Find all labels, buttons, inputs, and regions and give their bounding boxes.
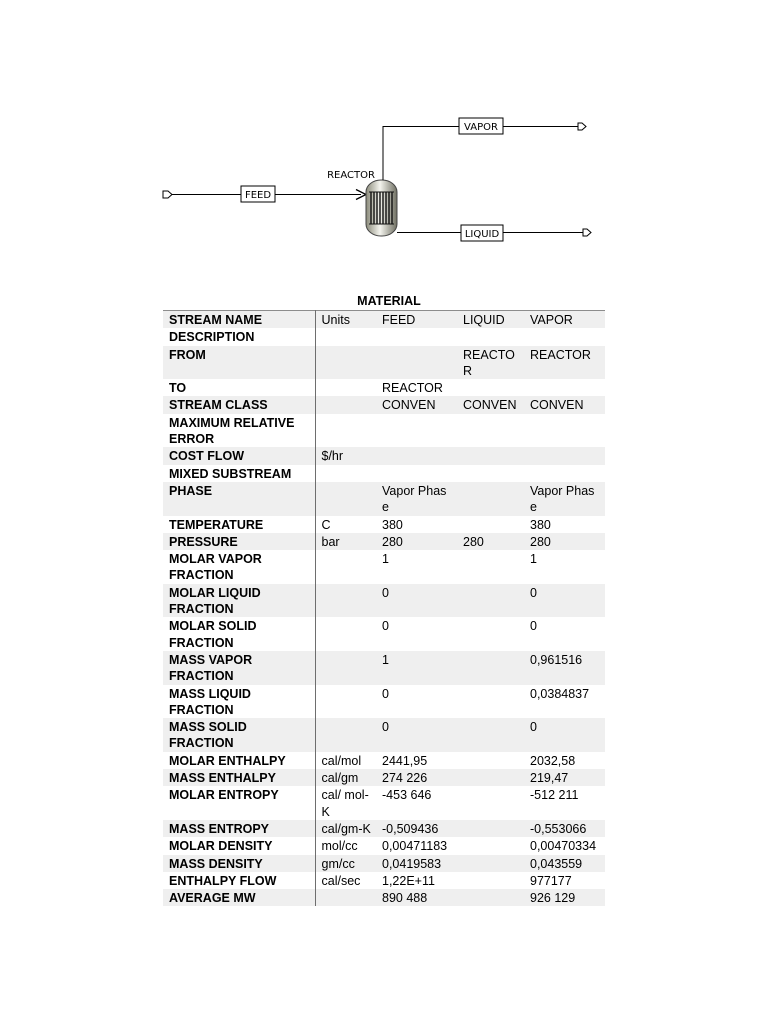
table-row: [163, 617, 605, 651]
liquid-value: [457, 550, 524, 584]
feed-value: 280: [376, 533, 457, 550]
vapor-value: [524, 328, 605, 345]
property-name: MAXIMUM RELATIVE ERROR: [169, 415, 295, 447]
liquid-value: [457, 465, 524, 482]
feed-inlet-arrow-icon: [163, 191, 172, 198]
property-name: MOLAR DENSITY: [169, 839, 273, 854]
table-row: [163, 533, 605, 550]
feed-value: 2441,95: [382, 753, 428, 768]
feed-value: 0: [376, 718, 457, 752]
header-vapor: VAPOR: [524, 311, 605, 329]
feed-value: CONVEN: [376, 396, 457, 413]
table-row: [163, 379, 605, 396]
table-row: [163, 872, 605, 889]
material-stream-table-section: [163, 290, 605, 906]
feed-value: 0: [382, 686, 389, 701]
units: [315, 414, 376, 448]
table-header-row: [163, 311, 605, 329]
table-row: [163, 346, 605, 380]
header-units: Units: [315, 311, 376, 329]
units: [315, 550, 376, 584]
liquid-value: [457, 820, 524, 837]
units: [315, 718, 376, 752]
property-name: MOLAR SOLID FRACTION: [169, 619, 257, 650]
feed-value: -0,509436: [376, 820, 457, 837]
vapor-value: 0: [524, 584, 605, 618]
liquid-value: [457, 379, 524, 396]
units: [315, 346, 376, 380]
process-flowsheet: [0, 0, 768, 290]
units: cal/gm-K: [315, 820, 376, 837]
vapor-outlet-arrow-icon: [578, 123, 586, 130]
units: [315, 889, 376, 906]
property-name: TEMPERATURE: [169, 517, 264, 532]
table-row: [163, 465, 605, 482]
table-row: [163, 516, 605, 533]
feed-value: [376, 346, 457, 380]
liquid-value: [457, 786, 524, 820]
vapor-value: Vapor Phase: [524, 482, 605, 516]
feed-value: 0,00471183: [382, 839, 448, 854]
liquid-value: [457, 752, 524, 769]
units: $/hr: [315, 447, 376, 464]
property-name: ENTHALPY FLOW: [169, 873, 277, 888]
feed-value: -453 646: [382, 788, 432, 803]
liquid-value: REACTOR: [457, 346, 524, 380]
property-name: MOLAR VAPOR FRACTION: [169, 552, 262, 583]
feed-value: 274 226: [376, 769, 457, 786]
feed-value: 890 488: [376, 889, 457, 906]
feed-stream[interactable]: [163, 186, 366, 202]
table-row: [163, 685, 605, 719]
liquid-value: [457, 889, 524, 906]
vapor-stream[interactable]: [383, 118, 586, 180]
units: cal/mol: [315, 752, 376, 769]
table-title: MATERIAL: [357, 294, 421, 308]
units: gm/cc: [315, 855, 376, 872]
vapor-value: 0,00470334: [530, 839, 597, 854]
liquid-outlet-arrow-icon: [583, 229, 591, 236]
vapor-value: 2032,58: [530, 753, 576, 768]
vapor-value: 280: [524, 533, 605, 550]
property-name: DESCRIPTION: [169, 330, 255, 345]
liquid-value: [457, 584, 524, 618]
units: [315, 617, 376, 651]
feed-value: 0,0419583: [376, 855, 457, 872]
property-name: MASS DENSITY: [163, 855, 315, 872]
units: [315, 685, 376, 719]
liquid-value: 280: [457, 533, 524, 550]
units: cal/sec: [315, 872, 376, 889]
property-name: MASS SOLID FRACTION: [163, 718, 315, 752]
property-name: MOLAR LIQUID FRACTION: [163, 584, 315, 618]
table-row: [163, 752, 605, 769]
property-name: MASS ENTHALPY: [163, 769, 315, 786]
units: C: [315, 516, 376, 533]
header-feed: FEED: [376, 311, 457, 329]
feed-value: 380: [382, 517, 403, 532]
vapor-label: VAPOR: [464, 122, 498, 133]
vapor-value: 380: [530, 517, 551, 532]
units: [315, 328, 376, 345]
header-stream-name: STREAM NAME: [163, 311, 315, 329]
vapor-value: [524, 414, 605, 448]
vapor-value: 219,47: [524, 769, 605, 786]
liquid-value: [457, 651, 524, 685]
vapor-value: [524, 379, 605, 396]
units: [315, 379, 376, 396]
table-row: [163, 718, 605, 752]
liquid-value: CONVEN: [457, 396, 524, 413]
property-name: MASS ENTROPY: [163, 820, 315, 837]
table-row: [163, 889, 605, 906]
liquid-stream[interactable]: [397, 225, 591, 241]
material-stream-table: [163, 310, 605, 906]
property-name: PHASE: [163, 482, 315, 516]
liquid-value: [457, 414, 524, 448]
vapor-value: 0,0384837: [530, 686, 590, 701]
vapor-value: 0: [530, 619, 537, 634]
feed-label: FEED: [244, 190, 272, 201]
units: [315, 465, 376, 482]
reactor-label: REACTOR: [327, 170, 375, 181]
table-row: [163, 651, 605, 685]
units: cal/ mol-K: [315, 786, 376, 820]
property-name: PRESSURE: [163, 533, 315, 550]
property-name: TO: [169, 381, 187, 396]
feed-value: [376, 414, 457, 448]
units: mol/cc: [315, 837, 376, 854]
units: [315, 584, 376, 618]
vapor-value: -0,553066: [524, 820, 605, 837]
feed-value: [376, 328, 457, 345]
feed-value: 0: [382, 619, 389, 634]
feed-value: Vapor Phase: [376, 482, 457, 516]
property-name: STREAM CLASS: [163, 396, 315, 413]
table-row: [163, 837, 605, 854]
feed-value: 1,22E+11: [382, 873, 435, 888]
liquid-value: [457, 855, 524, 872]
liquid-value: [457, 837, 524, 854]
units: [315, 396, 376, 413]
units: cal/gm: [315, 769, 376, 786]
liquid-value: [457, 328, 524, 345]
liquid-value: [457, 769, 524, 786]
vapor-value: 0: [524, 718, 605, 752]
table-row: [163, 328, 605, 345]
table-row: [163, 396, 605, 413]
vapor-value: 1: [530, 552, 537, 567]
property-name: MOLAR ENTROPY: [169, 788, 279, 803]
units: bar: [315, 533, 376, 550]
vapor-value: 0,961516: [524, 651, 605, 685]
table-row: [163, 550, 605, 584]
table-row: [163, 414, 605, 448]
liquid-value: [457, 685, 524, 719]
units: [315, 651, 376, 685]
vapor-value: REACTOR: [524, 346, 605, 380]
liquid-value: [457, 617, 524, 651]
property-name: MIXED SUBSTREAM: [169, 466, 292, 481]
table-row: [163, 447, 605, 464]
feed-value: [376, 447, 457, 464]
liquid-value: [457, 718, 524, 752]
liquid-value: [457, 516, 524, 533]
feed-value: 1: [376, 651, 457, 685]
feed-value: [376, 465, 457, 482]
table-row: [163, 482, 605, 516]
table-row: [163, 584, 605, 618]
liquid-label: LIQUID: [464, 229, 500, 240]
feed-value: 0: [376, 584, 457, 618]
vapor-value: 0,043559: [524, 855, 605, 872]
property-name: AVERAGE MW: [163, 889, 315, 906]
property-name: COST FLOW: [163, 447, 315, 464]
property-name: MASS VAPOR FRACTION: [163, 651, 315, 685]
reactor-block[interactable]: [327, 170, 397, 236]
feed-value: REACTOR: [382, 381, 443, 396]
liquid-value: [457, 447, 524, 464]
vapor-value: [524, 447, 605, 464]
property-name: FROM: [163, 346, 315, 380]
vapor-value: [524, 465, 605, 482]
table-row: [163, 820, 605, 837]
vapor-value: 926 129: [524, 889, 605, 906]
header-liquid: LIQUID: [457, 311, 524, 329]
property-name: MASS LIQUID FRACTION: [169, 686, 251, 717]
vapor-value: 977177: [530, 873, 572, 888]
vapor-value: -512 211: [530, 788, 579, 803]
table-row: [163, 769, 605, 786]
units: [315, 482, 376, 516]
property-name: MOLAR ENTHALPY: [169, 753, 286, 768]
feed-value: 1: [382, 552, 389, 567]
table-row: [163, 786, 605, 820]
liquid-value: [457, 482, 524, 516]
liquid-value: [457, 872, 524, 889]
table-row: [163, 855, 605, 872]
vapor-value: CONVEN: [524, 396, 605, 413]
